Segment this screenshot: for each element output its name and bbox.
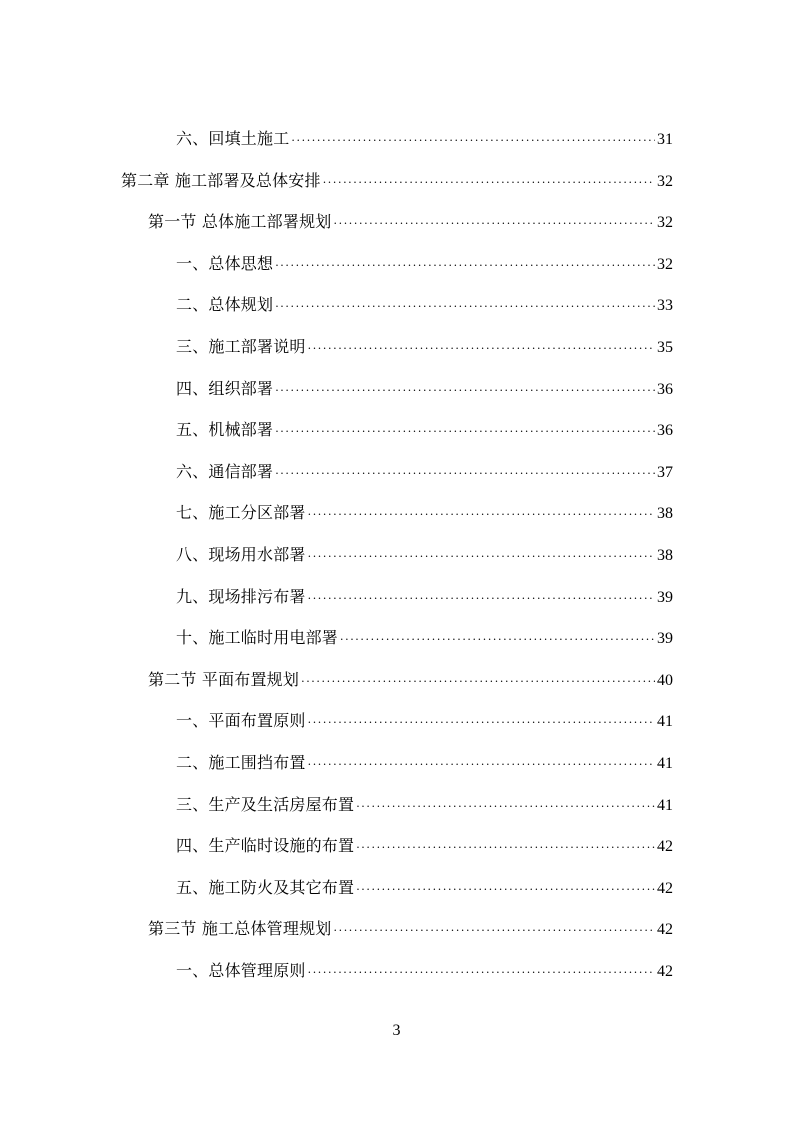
toc-entry[interactable] bbox=[0, 243, 793, 285]
toc-entry-page: 32 bbox=[657, 172, 673, 190]
toc-entry-page: 39 bbox=[657, 588, 673, 606]
toc-entry[interactable] bbox=[0, 908, 793, 950]
toc-entry-page: 38 bbox=[657, 546, 673, 564]
toc-entry[interactable] bbox=[0, 742, 793, 784]
toc-entry[interactable] bbox=[0, 950, 793, 992]
toc-entry[interactable] bbox=[0, 576, 793, 618]
toc-entry-title: 一、总体管理原则 bbox=[176, 960, 306, 980]
toc-entry-title: 五、施工防火及其它布置 bbox=[176, 877, 355, 897]
toc-leader-dots bbox=[334, 920, 656, 942]
toc-entry-page: 40 bbox=[657, 671, 673, 689]
toc-leader-dots bbox=[356, 796, 655, 818]
toc-entry[interactable] bbox=[0, 201, 793, 243]
toc-entry-title: 一、总体思想 bbox=[176, 253, 274, 273]
toc-entry[interactable] bbox=[0, 368, 793, 410]
toc-entry[interactable] bbox=[0, 534, 793, 576]
toc-entry[interactable] bbox=[0, 784, 793, 826]
toc-entry-title: 四、生产临时设施的布置 bbox=[176, 836, 355, 856]
toc-entry-page: 31 bbox=[657, 131, 673, 148]
toc-leader-dots bbox=[275, 463, 655, 485]
toc-entry-title: 二、总体规划 bbox=[176, 295, 274, 315]
toc-leader-dots bbox=[275, 380, 655, 402]
toc-entry-page: 42 bbox=[657, 838, 673, 856]
toc-entry-title: 四、组织部署 bbox=[176, 378, 274, 398]
toc-entry-title: 七、施工分区部署 bbox=[176, 503, 306, 523]
toc-leader-dots bbox=[308, 962, 655, 984]
toc-leader-dots bbox=[356, 879, 655, 901]
toc-entry-title: 十、施工临时用电部署 bbox=[176, 628, 339, 648]
toc-entry-page: 32 bbox=[657, 255, 673, 273]
toc-entry-title: 二、施工围挡布置 bbox=[176, 752, 306, 772]
toc-entry[interactable] bbox=[0, 617, 793, 659]
toc-entry-title: 第三节 施工总体管理规划 bbox=[148, 919, 332, 939]
toc-entry[interactable] bbox=[0, 284, 793, 326]
toc-leader-dots bbox=[308, 712, 655, 734]
toc-leader-dots bbox=[308, 546, 655, 568]
toc-leader-dots bbox=[308, 754, 655, 776]
toc-entry[interactable] bbox=[0, 659, 793, 701]
toc-entry-page: 33 bbox=[657, 297, 673, 315]
toc-entry-title: 六、回填土施工 bbox=[176, 129, 290, 148]
toc-entry-title: 第二章 施工部署及总体安排 bbox=[121, 170, 321, 190]
toc-entry[interactable] bbox=[0, 492, 793, 534]
toc-leader-dots bbox=[340, 629, 655, 651]
toc-entry-page: 41 bbox=[657, 754, 673, 772]
toc-entry-title: 三、生产及生活房屋布置 bbox=[176, 794, 355, 814]
toc-entry-title: 九、现场排污布署 bbox=[176, 586, 306, 606]
toc-leader-dots bbox=[323, 172, 655, 194]
toc-entry-page: 39 bbox=[657, 630, 673, 648]
toc-entry-page: 42 bbox=[657, 962, 673, 980]
toc-leader-dots bbox=[275, 296, 655, 318]
toc-leader-dots bbox=[334, 213, 656, 235]
toc-entry-title: 六、通信部署 bbox=[176, 461, 274, 481]
toc-entry[interactable] bbox=[0, 451, 793, 493]
page-number: 3 bbox=[392, 1022, 401, 1039]
toc-leader-dots bbox=[275, 255, 655, 277]
toc-entry-title: 八、现场用水部署 bbox=[176, 544, 306, 564]
toc-entry[interactable] bbox=[0, 160, 793, 202]
toc-entry-title: 第二节 平面布置规划 bbox=[148, 669, 300, 689]
toc-entry-title: 一、平面布置原则 bbox=[176, 711, 306, 731]
toc-leader-dots bbox=[308, 588, 655, 610]
toc-entry[interactable] bbox=[0, 867, 793, 909]
toc-entry-page: 42 bbox=[657, 879, 673, 897]
toc-entry-page: 36 bbox=[657, 380, 673, 398]
toc-leader-dots bbox=[356, 837, 655, 859]
toc-leader-dots bbox=[291, 130, 655, 152]
toc-entry-page: 38 bbox=[657, 505, 673, 523]
toc-leader-dots bbox=[275, 421, 655, 443]
toc-leader-dots bbox=[301, 671, 655, 693]
toc-entry[interactable] bbox=[0, 409, 793, 451]
toc-entry-page: 32 bbox=[657, 214, 673, 232]
toc-entry[interactable] bbox=[0, 326, 793, 368]
table-of-contents bbox=[0, 118, 793, 991]
toc-entry-page: 37 bbox=[657, 463, 673, 481]
toc-entry-page: 41 bbox=[657, 796, 673, 814]
toc-entry[interactable] bbox=[0, 118, 793, 160]
toc-entry[interactable] bbox=[0, 825, 793, 867]
toc-entry-title: 三、施工部署说明 bbox=[176, 336, 306, 356]
toc-entry-page: 36 bbox=[657, 422, 673, 440]
toc-entry-title: 五、机械部署 bbox=[176, 420, 274, 440]
toc-leader-dots bbox=[308, 338, 655, 360]
toc-entry-page: 42 bbox=[657, 921, 673, 939]
toc-leader-dots bbox=[308, 504, 655, 526]
toc-entry[interactable] bbox=[0, 700, 793, 742]
toc-entry-page: 35 bbox=[657, 338, 673, 356]
toc-entry-page: 41 bbox=[657, 713, 673, 731]
toc-entry-title: 第一节 总体施工部署规划 bbox=[148, 212, 332, 232]
